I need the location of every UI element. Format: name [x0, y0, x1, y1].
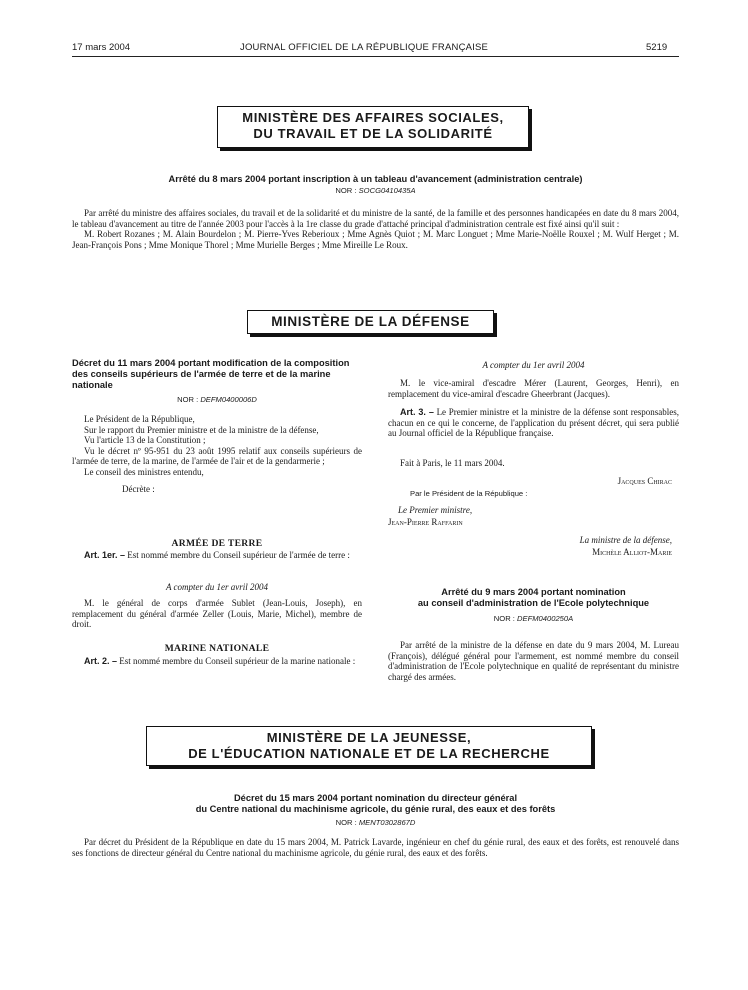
decrete-line: Décrète :: [122, 483, 155, 494]
nor-label: NOR :: [177, 395, 199, 404]
paragraph: Fait à Paris, le 11 mars 2004.: [400, 458, 505, 468]
title-line: Décret du 15 mars 2004 portant nomination du directeur général: [233, 793, 518, 803]
paragraph: M. Robert Rozanes ; M. Alain Bourdelon ; M. Pierre-Yves Reberioux ; Mme Agnès Quiot ; M. Marc Longuet ; Mme Marie-Noëlle Rouxel ; M. Wulf Herget ; M. Jean-François Pons ; Mme Monique Thorel ; Mme Murielle Berges ; Mme Mireille Le Roux.: [72, 229, 679, 250]
paragraph: Par arrêté du ministre des affaires sociales, du travail et de la solidarité et du ministre de la santé, de la famille et des personnes handicapées en date du 8 mars 2004, le tableau d'avancement au titre de l'année 2003 pour l'accès à la 1re classe du grade d'attaché principal d'administration centrale est fixé ainsi qu'il suit :: [72, 208, 679, 229]
article-label: Art. 3. –: [400, 407, 434, 417]
nor-reference: [72, 395, 362, 404]
nor-label: NOR :: [493, 614, 515, 623]
title-line: au conseil d'administration de l'Ecole polytechnique: [417, 598, 650, 608]
nor-code: MENT0302867D: [358, 818, 416, 827]
ministry-box-education: [146, 726, 592, 766]
decret-body: [72, 837, 679, 858]
arrete-body: [388, 640, 679, 682]
decret-title: [72, 793, 679, 815]
paragraph: Vu le décret nº 95-951 du 23 août 1995 relatif aux conseils supérieurs de l'armée de terre, de la marine, de l'armée de l'air et de la gendarmerie ;: [72, 445, 362, 467]
paragraph: Vu l'article 13 de la Constitution ;: [84, 435, 206, 446]
effective-date: A compter du 1er avril 2004: [482, 360, 585, 370]
nor-label: NOR :: [335, 818, 357, 827]
nor-code: DEFM0400250A: [517, 614, 574, 623]
minister-title: La ministre de la défense,: [579, 535, 672, 545]
header-journal-title: JOURNAL OFFICIEL DE LA RÉPUBLIQUE FRANÇAISE: [240, 42, 489, 53]
article-label: Art. 2. –: [84, 656, 118, 666]
nor-reference: [388, 614, 679, 623]
paragraph: M. le vice-amiral d'escadre Mérer (Laurent, Georges, Henri), en remplacement du vice-amiral d'escadre Gheerbrant (Jacques).: [388, 378, 679, 399]
article-1-member: [72, 598, 362, 630]
pm-title: Le Premier ministre,: [398, 505, 473, 515]
by-president-line: Par le Président de la République :: [410, 489, 528, 498]
article-3: [388, 407, 679, 439]
ministry-heading-line: MINISTÈRE DE LA DÉFENSE: [271, 314, 470, 329]
arrete-body: [72, 208, 679, 250]
done-at: [388, 458, 679, 469]
article-text: Le Premier ministre et la ministre de la défense sont responsables, chacun en ce qui le concerne, de l'application du présent décret, qui sera publié au Journal officiel de la République française.: [388, 407, 680, 439]
section-heading: ARMÉE DE TERRE: [171, 538, 263, 549]
paragraph: M. le général de corps d'armée Sublet (Jean-Louis, Joseph), en remplacement du général d'armée Zeller (Louis, Marie, Michel), membre de droit.: [72, 598, 362, 630]
section-heading: MARINE NATIONALE: [164, 643, 270, 654]
article-2-member: [388, 378, 679, 399]
paragraph: Par décret du Président de la République en date du 15 mars 2004, M. Patrick Lavarde, ingénieur en chef du génie rural, des eaux et des forêts, est renouvelé dans ses fonctions de directeur général du Centre national du machinisme agricole, du génie rural, des eaux et des forêts.: [72, 837, 679, 858]
signature-president: Jacques Chirac: [617, 476, 672, 486]
title-line: du Centre national du machinisme agricole, du génie rural, des eaux et des forêts: [195, 804, 556, 814]
header-page-number: 5219: [646, 42, 668, 53]
decret-title: Décret du 11 mars 2004 portant modification de la composition des conseils supérieurs de l'armée de terre et de la marine nationale: [72, 358, 350, 390]
header-rule: [72, 56, 679, 57]
arrete-title: [388, 587, 679, 609]
article-text: Est nommé membre du Conseil supérieur de l'armée de terre :: [127, 550, 350, 560]
title-line: Arrêté du 9 mars 2004 portant nomination: [441, 587, 626, 597]
signature-minister: Michèle Alliot-Marie: [592, 547, 672, 557]
arrete-title: Arrêté du 8 mars 2004 portant inscription à un tableau d'avancement (administration centrale): [168, 174, 583, 184]
article-1: [72, 550, 362, 561]
nor-label: NOR :: [335, 186, 357, 195]
article-2: [72, 656, 362, 667]
signature-prime-minister: Jean-Pierre Raffarin: [388, 517, 463, 527]
nor-code: SOCG0410435A: [358, 186, 416, 195]
article-label: Art. 1er. –: [84, 550, 126, 560]
paragraph: Le conseil des ministres entendu,: [84, 466, 204, 477]
ministry-heading-line: MINISTÈRE DE LA JEUNESSE,: [266, 730, 472, 745]
paragraph: Le Président de la République,: [84, 414, 195, 424]
nor-reference: [72, 186, 679, 195]
ministry-heading-line: DU TRAVAIL ET DE LA SOLIDARITÉ: [253, 126, 493, 141]
nor-code: DEFM0400006D: [200, 395, 257, 404]
article-text: Est nommé membre du Conseil supérieur de la marine nationale :: [119, 656, 356, 666]
effective-date: A compter du 1er avril 2004: [165, 582, 269, 592]
ministry-box-social-affairs: [217, 106, 529, 148]
ministry-box-defense: [247, 310, 494, 334]
decret-preamble: [72, 414, 362, 494]
paragraph: Par arrêté de la ministre de la défense en date du 9 mars 2004, M. Lureau (François), délégué général pour l'armement, est nommé membre du conseil d'administration de l'Ecole polytechnique en qualité de représentant du ministre chargé des armées.: [388, 640, 679, 682]
ministry-heading-line: MINISTÈRE DES AFFAIRES SOCIALES,: [242, 110, 504, 125]
ministry-heading-line: DE L'ÉDUCATION NATIONALE ET DE LA RECHERCHE: [188, 746, 550, 761]
nor-reference: [72, 818, 679, 827]
paragraph: Sur le rapport du Premier ministre et de la ministre de la défense,: [84, 424, 319, 435]
header-date: 17 mars 2004: [72, 42, 131, 53]
